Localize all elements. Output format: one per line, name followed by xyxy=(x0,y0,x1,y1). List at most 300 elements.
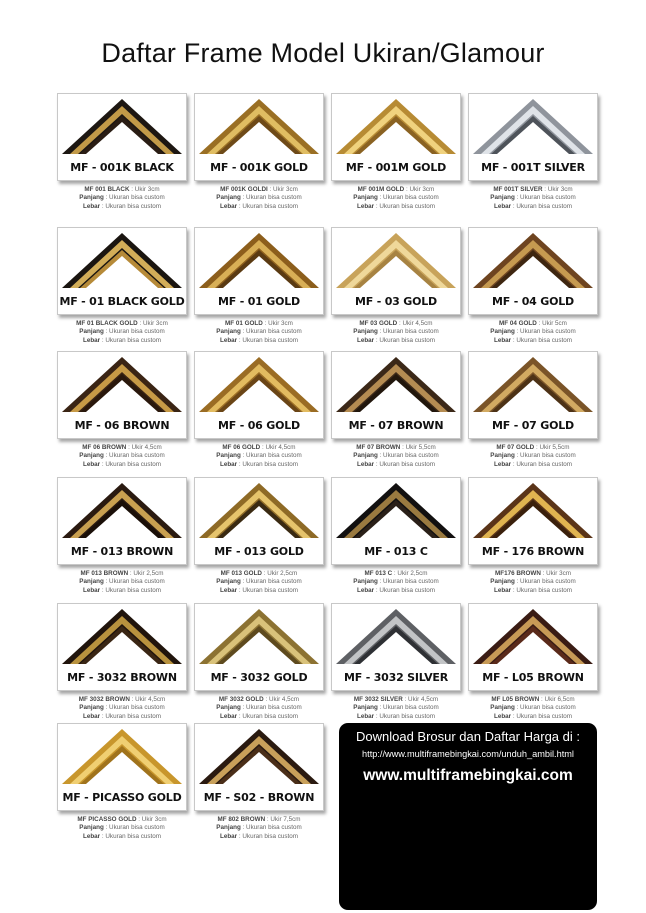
spec-key: Lebar xyxy=(356,202,375,210)
frame-model-label: MF - 01 BLACK GOLD xyxy=(59,295,185,308)
spec-line xyxy=(57,194,187,202)
frame-card[interactable] xyxy=(57,603,187,721)
spec-value: Ukir 4,5cm xyxy=(135,696,166,703)
spec-separator: : xyxy=(136,816,142,823)
spec-key: MF 3032 GOLD xyxy=(218,696,264,703)
frame-spec-text xyxy=(331,570,461,595)
spec-separator: : xyxy=(100,832,106,840)
spec-separator: : xyxy=(240,452,247,460)
spec-key: Panjang xyxy=(216,194,241,202)
spec-separator: : xyxy=(240,704,247,712)
frame-sample-tile[interactable] xyxy=(468,93,598,181)
spec-line xyxy=(57,578,187,586)
spec-line xyxy=(331,186,461,194)
spec-line xyxy=(331,461,461,469)
spec-value: Ukir 3cm xyxy=(273,186,298,193)
spec-line xyxy=(331,203,461,211)
spec-separator: : xyxy=(240,578,247,586)
frame-spec-text xyxy=(194,570,324,595)
frame-card[interactable] xyxy=(331,603,461,721)
spec-value: Ukuran bisa custom xyxy=(109,578,165,586)
frame-card[interactable] xyxy=(468,93,598,211)
spec-separator: : xyxy=(100,712,106,720)
spec-key: Lebar xyxy=(82,586,101,594)
spec-value: Ukuran bisa custom xyxy=(242,202,299,210)
spec-separator: : xyxy=(377,704,384,712)
spec-value: Ukir 3cm xyxy=(268,320,293,327)
spec-separator: : xyxy=(542,186,548,193)
spec-line xyxy=(194,696,324,704)
frame-ornament-band xyxy=(481,240,585,288)
spec-key: Lebar xyxy=(219,712,238,720)
spec-separator: : xyxy=(511,202,517,210)
spec-key: Lebar xyxy=(356,712,375,720)
frame-card[interactable] xyxy=(57,227,187,345)
frame-card[interactable] xyxy=(194,93,324,211)
frame-card[interactable] xyxy=(194,351,324,469)
spec-value: Ukuran bisa custom xyxy=(520,452,576,460)
spec-key: MF 06 BROWN xyxy=(82,444,127,451)
frame-spec-text xyxy=(331,186,461,211)
spec-line xyxy=(331,587,461,595)
frame-sample-tile[interactable] xyxy=(331,227,461,315)
spec-key: Panjang xyxy=(490,328,515,336)
frame-card[interactable] xyxy=(57,351,187,469)
frame-card[interactable] xyxy=(57,93,187,211)
frame-corner-image xyxy=(332,604,460,668)
frame-sample-tile[interactable] xyxy=(331,93,461,181)
spec-value: Ukuran bisa custom xyxy=(242,336,299,344)
frame-card[interactable] xyxy=(194,477,324,595)
spec-separator: : xyxy=(103,704,110,712)
frame-sample-tile[interactable] xyxy=(194,477,324,565)
frame-model-label: MF - 001K BLACK xyxy=(70,161,174,174)
spec-separator: : xyxy=(514,452,521,460)
spec-value: Ukir 2,5cm xyxy=(267,570,298,577)
spec-separator: : xyxy=(267,186,273,193)
spec-separator: : xyxy=(374,336,380,344)
spec-key: Lebar xyxy=(219,202,238,210)
spec-line xyxy=(57,833,187,841)
frame-card[interactable] xyxy=(331,227,461,345)
spec-key: Panjang xyxy=(490,194,515,202)
frame-spec-text xyxy=(468,570,598,595)
spec-separator: : xyxy=(536,320,543,327)
spec-separator: : xyxy=(100,336,106,344)
spec-separator: : xyxy=(237,460,243,468)
frame-corner-image xyxy=(469,478,597,542)
spec-value: Ukir 3cm xyxy=(547,186,573,193)
spec-separator: : xyxy=(377,328,384,336)
promo-download-link[interactable]: http://www.multiframebingkai.com/unduh_ambil.html xyxy=(362,749,574,759)
spec-separator: : xyxy=(100,460,106,468)
frame-model-label: MF - 001T SILVER xyxy=(481,161,585,174)
spec-line xyxy=(194,578,324,586)
frame-model-label: MF - S02 - BROWN xyxy=(203,791,315,804)
spec-separator: : xyxy=(511,712,517,720)
spec-separator: : xyxy=(262,320,269,327)
frame-card[interactable] xyxy=(194,603,324,721)
spec-line xyxy=(468,194,598,202)
spec-value: Ukuran bisa custom xyxy=(516,460,573,468)
frame-ornament-band xyxy=(481,364,585,412)
spec-key: Lebar xyxy=(356,460,375,468)
frame-corner-image xyxy=(332,478,460,542)
spec-value: Ukir 2,5cm xyxy=(133,570,164,577)
spec-value: Ukuran bisa custom xyxy=(383,328,439,336)
frame-spec-text xyxy=(194,444,324,469)
spec-separator: : xyxy=(400,444,406,451)
spec-key: MF L05 BROWN xyxy=(491,696,540,703)
frame-card[interactable] xyxy=(468,603,598,721)
spec-separator: : xyxy=(103,194,110,202)
spec-line xyxy=(194,824,324,832)
frame-sample-tile[interactable] xyxy=(57,351,187,439)
spec-separator: : xyxy=(540,570,547,577)
spec-value: Ukir 4,5cm xyxy=(408,696,439,703)
spec-line xyxy=(57,328,187,336)
spec-line xyxy=(468,696,598,704)
frame-corner-image xyxy=(58,724,186,788)
frame-card[interactable] xyxy=(331,93,461,211)
frame-model-label: MF - 01 GOLD xyxy=(218,295,300,308)
spec-key: MF 013 C xyxy=(364,570,393,577)
spec-line xyxy=(57,320,187,328)
spec-key: Lebar xyxy=(82,336,101,344)
frame-card[interactable] xyxy=(194,723,324,841)
spec-value: Ukuran bisa custom xyxy=(109,194,165,202)
spec-key: MF 013 BROWN xyxy=(80,570,129,577)
spec-line xyxy=(331,452,461,460)
frame-sample-tile[interactable] xyxy=(57,227,187,315)
spec-separator: : xyxy=(514,194,521,202)
spec-separator: : xyxy=(240,194,247,202)
spec-line xyxy=(194,833,324,841)
spec-separator: : xyxy=(534,444,540,451)
spec-line xyxy=(194,461,324,469)
frame-model-label: MF - 001K GOLD xyxy=(210,161,308,174)
spec-separator: : xyxy=(237,586,243,594)
spec-key: Panjang xyxy=(353,452,378,460)
spec-value: Ukuran bisa custom xyxy=(242,586,299,594)
spec-separator: : xyxy=(514,328,521,336)
spec-value: Ukir 3cm xyxy=(409,186,435,193)
spec-line xyxy=(57,186,187,194)
frame-ornament-band xyxy=(207,364,311,412)
spec-separator: : xyxy=(237,712,243,720)
frame-sample-tile[interactable] xyxy=(57,723,187,811)
spec-value: Ukir 4,5cm xyxy=(268,696,300,703)
frame-sample-tile[interactable] xyxy=(331,351,461,439)
spec-value: Ukir 5,5cm xyxy=(539,444,570,451)
spec-line xyxy=(57,570,187,578)
spec-line xyxy=(331,320,461,328)
spec-key: Panjang xyxy=(353,578,378,586)
spec-key: MF 001M GOLD xyxy=(357,186,405,193)
spec-value: Ukuran bisa custom xyxy=(246,194,302,202)
spec-line xyxy=(194,704,324,712)
spec-key: Lebar xyxy=(82,460,101,468)
frame-ornament-band xyxy=(481,490,585,538)
frame-card[interactable] xyxy=(468,351,598,469)
frame-model-label: MF - 3032 BROWN xyxy=(67,671,177,684)
spec-line xyxy=(194,816,324,824)
frame-model-label: MF - 013 BROWN xyxy=(70,545,174,558)
frame-corner-image xyxy=(332,352,460,416)
frame-corner-image xyxy=(195,604,323,668)
spec-key: Lebar xyxy=(493,460,512,468)
frame-model-label: MF - 3032 SILVER xyxy=(344,671,448,684)
spec-value: Ukuran bisa custom xyxy=(379,202,436,210)
frame-sample-tile[interactable] xyxy=(331,477,461,565)
spec-separator: : xyxy=(511,460,517,468)
spec-value: Ukir 4,5cm xyxy=(402,320,433,327)
spec-line xyxy=(468,578,598,586)
spec-value: Ukuran bisa custom xyxy=(520,194,576,202)
spec-key: Panjang xyxy=(216,824,241,832)
frame-model-label: MF - 176 BROWN xyxy=(481,545,585,558)
spec-key: Panjang xyxy=(353,194,378,202)
frame-spec-text xyxy=(468,186,598,211)
spec-key: MF 03 GOLD xyxy=(359,320,398,327)
spec-separator: : xyxy=(539,696,545,703)
spec-value: Ukuran bisa custom xyxy=(109,704,165,712)
spec-key: MF 01 BLACK GOLD xyxy=(76,320,138,327)
spec-separator: : xyxy=(397,320,403,327)
spec-value: Ukuran bisa custom xyxy=(105,832,162,840)
spec-line xyxy=(194,203,324,211)
spec-value: Ukuran bisa custom xyxy=(105,712,162,720)
spec-separator: : xyxy=(237,336,243,344)
spec-line xyxy=(468,203,598,211)
spec-separator: : xyxy=(240,824,247,832)
frame-spec-text xyxy=(57,570,187,595)
frame-spec-text xyxy=(194,696,324,721)
frame-sample-tile[interactable] xyxy=(57,477,187,565)
spec-key: Lebar xyxy=(493,202,512,210)
frame-sample-tile[interactable] xyxy=(468,477,598,565)
frame-model-label: MF - 3032 GOLD xyxy=(210,671,308,684)
spec-separator: : xyxy=(402,696,409,703)
spec-line xyxy=(194,713,324,721)
spec-key: Panjang xyxy=(490,578,515,586)
spec-key: MF 06 GOLD xyxy=(222,444,261,451)
frame-sample-tile[interactable] xyxy=(194,93,324,181)
spec-line xyxy=(468,461,598,469)
frame-card[interactable] xyxy=(331,351,461,469)
spec-key: Lebar xyxy=(219,832,238,840)
frame-sample-tile[interactable] xyxy=(331,603,461,691)
spec-key: MF 04 GOLD xyxy=(499,320,537,327)
spec-line xyxy=(57,203,187,211)
spec-line xyxy=(194,186,324,194)
frame-card[interactable] xyxy=(468,227,598,345)
spec-key: Panjang xyxy=(490,704,515,712)
frame-ornament-band xyxy=(344,490,448,538)
frame-sample-tile[interactable] xyxy=(468,351,598,439)
frame-model-label: MF - 001M GOLD xyxy=(345,161,447,174)
frame-spec-text xyxy=(468,696,598,721)
frame-model-label: MF - L05 BROWN xyxy=(482,671,584,684)
spec-separator: : xyxy=(129,696,136,703)
frame-card[interactable] xyxy=(468,477,598,595)
spec-key: Lebar xyxy=(356,336,375,344)
spec-value: Ukuran bisa custom xyxy=(242,832,299,840)
spec-value: Ukir 3cm xyxy=(142,320,168,327)
frame-sample-tile[interactable] xyxy=(468,227,598,315)
frame-model-label: MF - 04 GOLD xyxy=(492,295,574,308)
frame-sample-tile[interactable] xyxy=(194,351,324,439)
spec-key: Lebar xyxy=(82,202,101,210)
frame-sample-tile[interactable] xyxy=(468,603,598,691)
spec-line xyxy=(57,452,187,460)
spec-key: MF 802 BROWN xyxy=(217,816,266,823)
frame-corner-image xyxy=(195,352,323,416)
spec-key: Lebar xyxy=(82,712,101,720)
spec-key: Panjang xyxy=(79,194,104,202)
frame-spec-text xyxy=(57,444,187,469)
spec-separator: : xyxy=(374,202,380,210)
frame-ornament-band xyxy=(207,240,311,288)
spec-value: Ukuran bisa custom xyxy=(516,202,573,210)
spec-separator: : xyxy=(100,202,106,210)
frame-sample-tile[interactable] xyxy=(57,603,187,691)
spec-value: Ukir 4,5cm xyxy=(265,444,296,451)
frame-card[interactable] xyxy=(331,477,461,595)
spec-key: MF 07 GOLD xyxy=(496,444,535,451)
spec-value: Ukir 6,5cm xyxy=(544,696,575,703)
spec-separator: : xyxy=(103,578,110,586)
spec-line xyxy=(57,816,187,824)
spec-separator: : xyxy=(404,186,410,193)
spec-line xyxy=(468,444,598,452)
frame-sample-tile[interactable] xyxy=(194,227,324,315)
frame-spec-text xyxy=(57,320,187,345)
spec-line xyxy=(468,328,598,336)
spec-line xyxy=(194,452,324,460)
frame-corner-image xyxy=(195,228,323,292)
frame-corner-image xyxy=(58,352,186,416)
frame-spec-text xyxy=(468,320,598,345)
spec-value: Ukuran bisa custom xyxy=(520,578,576,586)
spec-line xyxy=(468,320,598,328)
frame-corner-image xyxy=(195,724,323,788)
spec-value: Ukuran bisa custom xyxy=(379,586,436,594)
frame-card[interactable] xyxy=(194,227,324,345)
spec-value: Ukuran bisa custom xyxy=(516,586,573,594)
spec-separator: : xyxy=(265,816,271,823)
promo-website-link[interactable]: www.multiframebingkai.com xyxy=(363,767,573,784)
frame-ornament-band xyxy=(344,240,448,288)
spec-value: Ukuran bisa custom xyxy=(246,824,302,832)
spec-separator: : xyxy=(260,444,266,451)
frame-corner-image xyxy=(58,228,186,292)
spec-value: Ukir 7,5cm xyxy=(270,816,301,823)
spec-key: Lebar xyxy=(82,832,101,840)
spec-line xyxy=(468,186,598,194)
spec-line xyxy=(468,587,598,595)
spec-line xyxy=(331,328,461,336)
spec-separator: : xyxy=(263,696,269,703)
download-promo-panel xyxy=(339,723,597,910)
spec-line xyxy=(194,587,324,595)
spec-value: Ukir 3cm xyxy=(141,816,167,823)
spec-separator: : xyxy=(511,586,517,594)
spec-line xyxy=(194,194,324,202)
frame-ornament-band xyxy=(481,616,585,664)
spec-key: MF 001 BLACK xyxy=(84,186,130,193)
spec-value: Ukuran bisa custom xyxy=(242,712,299,720)
spec-line xyxy=(331,194,461,202)
frame-ornament-band xyxy=(70,106,174,154)
frame-sample-tile[interactable] xyxy=(194,603,324,691)
spec-value: Ukir 3cm xyxy=(134,186,160,193)
spec-key: Panjang xyxy=(216,578,241,586)
spec-key: MF 3032 BROWN xyxy=(78,696,130,703)
spec-separator: : xyxy=(377,452,384,460)
spec-separator: : xyxy=(374,586,380,594)
frame-model-label: MF - 013 C xyxy=(364,545,428,558)
spec-line xyxy=(331,578,461,586)
spec-value: Ukuran bisa custom xyxy=(379,712,436,720)
frame-card[interactable] xyxy=(57,723,187,841)
promo-download-text: Download Brosur dan Daftar Harga di : xyxy=(355,729,580,744)
spec-separator: : xyxy=(392,570,398,577)
spec-line xyxy=(57,824,187,832)
spec-value: Ukuran bisa custom xyxy=(383,452,439,460)
spec-line xyxy=(57,587,187,595)
frame-ornament-band xyxy=(344,106,448,154)
spec-key: Panjang xyxy=(79,704,104,712)
spec-key: Panjang xyxy=(490,452,515,460)
spec-separator: : xyxy=(126,444,132,451)
frame-sample-tile[interactable] xyxy=(194,723,324,811)
frame-sample-tile[interactable] xyxy=(57,93,187,181)
spec-key: Panjang xyxy=(79,328,104,336)
spec-value: Ukuran bisa custom xyxy=(516,336,573,344)
frame-corner-image xyxy=(195,94,323,158)
frame-corner-image xyxy=(58,94,186,158)
frame-spec-text xyxy=(194,320,324,345)
spec-key: Panjang xyxy=(79,578,104,586)
spec-value: Ukuran bisa custom xyxy=(246,578,302,586)
spec-line xyxy=(194,337,324,345)
spec-separator: : xyxy=(261,570,268,577)
spec-value: Ukuran bisa custom xyxy=(242,460,299,468)
spec-key: Lebar xyxy=(493,712,512,720)
spec-key: MF 07 BROWN xyxy=(356,444,401,451)
frame-spec-text xyxy=(468,444,598,469)
spec-value: Ukir 5,5cm xyxy=(405,444,436,451)
spec-separator: : xyxy=(374,712,380,720)
spec-line xyxy=(57,444,187,452)
spec-separator: : xyxy=(100,586,106,594)
frame-model-label: MF - 03 GOLD xyxy=(355,295,437,308)
spec-separator: : xyxy=(240,328,247,336)
frame-model-label: MF - 06 GOLD xyxy=(218,419,300,432)
spec-value: Ukuran bisa custom xyxy=(379,336,436,344)
spec-value: Ukuran bisa custom xyxy=(383,704,439,712)
spec-key: MF 001K GOLDI xyxy=(220,186,268,193)
spec-value: Ukir 2,5cm xyxy=(397,570,428,577)
spec-value: Ukuran bisa custom xyxy=(246,452,302,460)
spec-key: Lebar xyxy=(219,586,238,594)
spec-line xyxy=(331,704,461,712)
frame-card[interactable] xyxy=(57,477,187,595)
spec-value: Ukuran bisa custom xyxy=(520,328,576,336)
frame-spec-text xyxy=(331,444,461,469)
frame-spec-text xyxy=(57,186,187,211)
